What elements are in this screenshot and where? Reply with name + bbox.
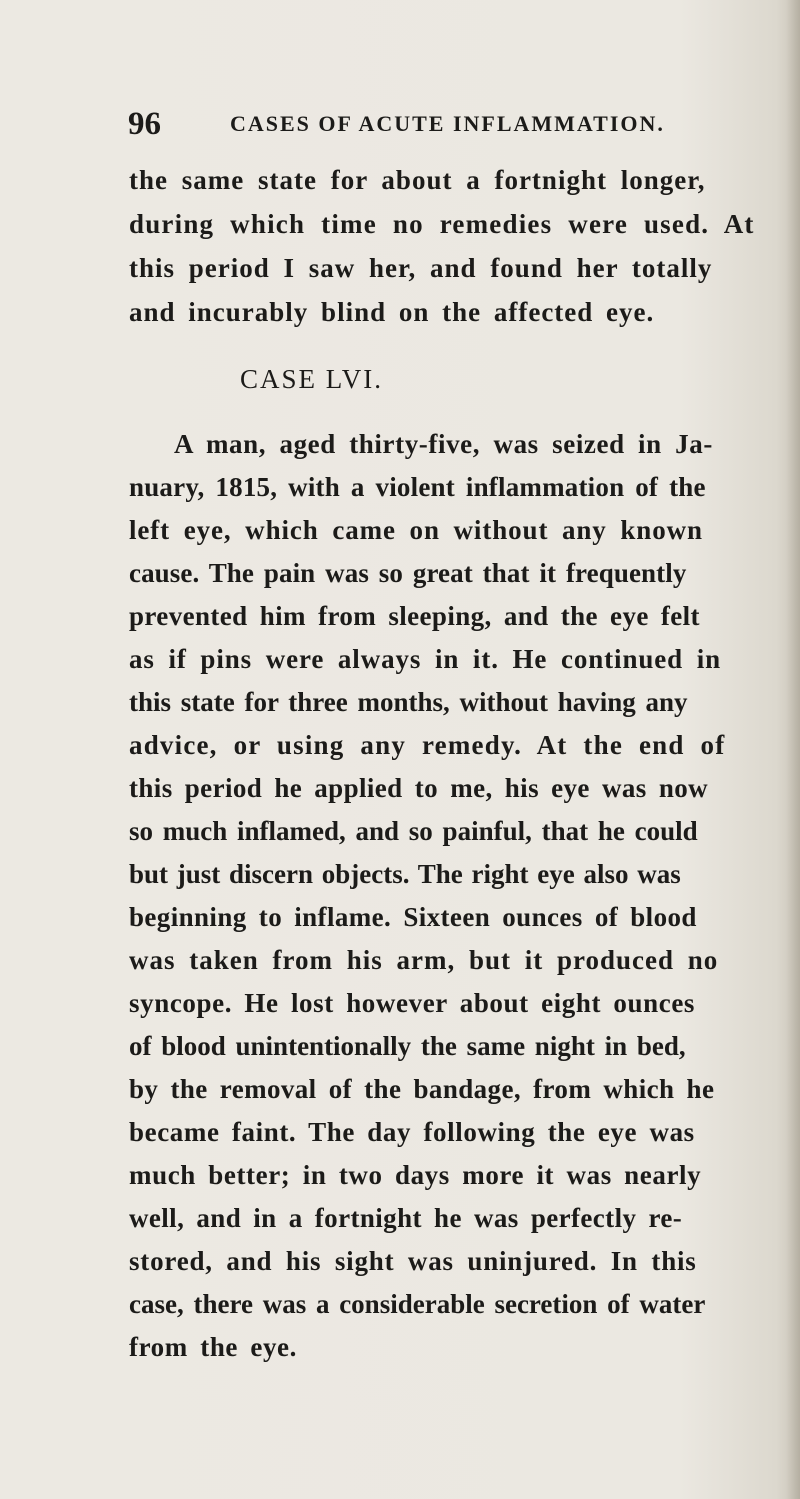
text-line: much better; in two days more it was nearly bbox=[129, 1160, 702, 1190]
text-line: this period he applied to me, his eye was now bbox=[129, 773, 709, 803]
text-line: beginning to inflame. Sixteen ounces of blood bbox=[129, 902, 697, 932]
text-line: as if pins were always in it. He continued in bbox=[129, 644, 722, 674]
page-edge-shadow bbox=[786, 0, 800, 1499]
text-line: case, there was a considerable secretion of water bbox=[129, 1289, 706, 1319]
text-line: stored, and his sight was uninjured. In this bbox=[129, 1246, 697, 1276]
page-number: 96 bbox=[128, 106, 161, 142]
text-line: left eye, which came on without any known bbox=[129, 515, 703, 545]
text-line: but just discern objects. The right eye also was bbox=[129, 859, 681, 889]
text-line: A man, aged thirty-five, was seized in Ja- bbox=[174, 429, 713, 459]
text-line: the same state for about a fortnight longer, bbox=[129, 165, 706, 195]
text-line: so much inflamed, and so painful, that he could bbox=[129, 816, 698, 846]
text-line: by the removal of the bandage, from which he bbox=[129, 1074, 715, 1104]
running-head: CASES OF ACUTE INFLAMMATION. bbox=[230, 111, 665, 136]
page-header bbox=[128, 104, 688, 144]
text-line: advice, or using any remedy. At the end of bbox=[129, 730, 726, 760]
text-line: and incurably blind on the affected eye. bbox=[129, 297, 655, 327]
text-line: was taken from his arm, but it produced no bbox=[129, 945, 719, 975]
text-line: nuary, 1815, with a violent inflammation of the bbox=[129, 472, 706, 502]
text-line: from the eye. bbox=[129, 1332, 297, 1362]
text-line: prevented him from sleeping, and the eye felt bbox=[129, 601, 700, 631]
text-line: became faint. The day following the eye was bbox=[129, 1117, 695, 1147]
text-line: cause. The pain was so great that it frequently bbox=[129, 558, 687, 588]
text-line: this period I saw her, and found her totally bbox=[129, 253, 713, 283]
text-line: well, and in a fortnight he was perfectly re- bbox=[129, 1203, 683, 1233]
text-line: syncope. He lost however about eight ounces bbox=[129, 988, 696, 1018]
text-line: during which time no remedies were used. At bbox=[129, 209, 755, 239]
case-heading: CASE LVI. bbox=[240, 364, 384, 394]
text-line: of blood unintentionally the same night in bed, bbox=[129, 1031, 686, 1061]
text-line: this state for three months, without having any bbox=[129, 687, 688, 717]
